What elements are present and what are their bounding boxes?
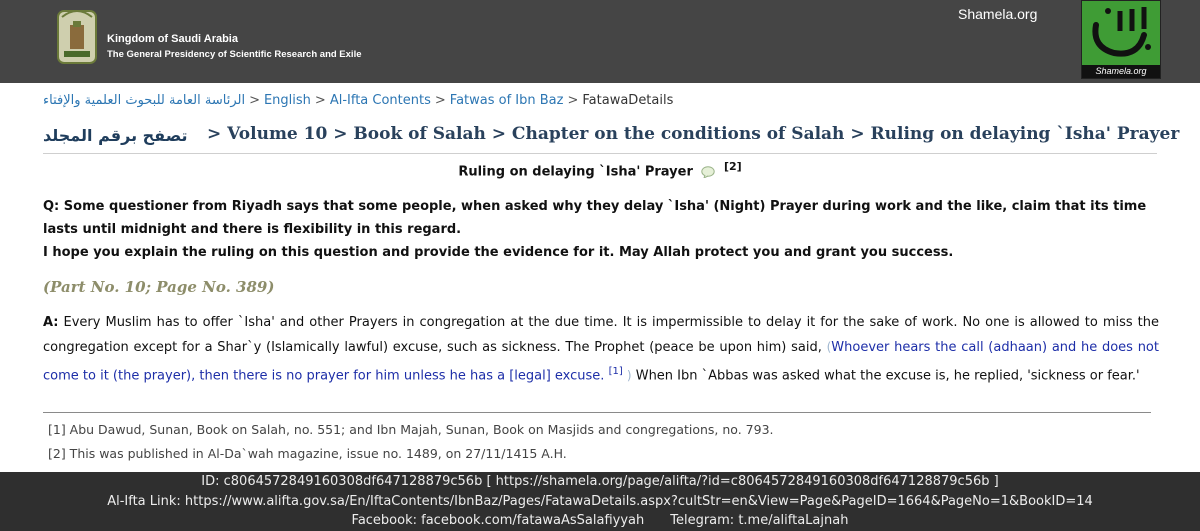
fatwa-title [0, 160, 1200, 179]
answer-label: A: [43, 315, 59, 330]
breadcrumb-alifta-contents[interactable]: Al-Ifta Contents [329, 93, 431, 108]
breadcrumb-separator: > [249, 93, 260, 108]
hadith-close-bracket: ) [626, 368, 632, 383]
hadith-footnote-ref[interactable]: [1] [608, 366, 623, 377]
page-reference: (Part No. 10; Page No. 389) [43, 278, 275, 296]
org-title-line1: Kingdom of Saudi Arabia [107, 33, 238, 45]
footer-telegram-link[interactable]: Telegram: t.me/aliftaLajnah [670, 513, 849, 528]
fatwa-title-text: Ruling on delaying `Isha' Prayer [458, 164, 693, 180]
shamela-logo[interactable] [1081, 0, 1161, 79]
speech-bubble-icon[interactable] [701, 166, 715, 178]
breadcrumb-current: FatawaDetails [582, 93, 674, 108]
breadcrumb-separator: > [314, 93, 326, 108]
question-paragraph-1: Q: Some questioner from Riyadh says that some people, when asked why they delay `Isha' (Night) Prayer during work and the like, claim that its time lasts until midnight and there is flexibility in this regard. [43, 199, 1147, 237]
footnotes [48, 418, 774, 466]
answer [43, 311, 1159, 388]
browse-by-volume-link[interactable]: تصفح برقم المجلد [43, 126, 188, 145]
volume-path: > Volume 10 > Book of Salah > Chapter on the conditions of Salah > Ruling on delaying `Isha' Prayer [207, 124, 1180, 144]
breadcrumb-separator: > [434, 93, 446, 108]
footer-id-line[interactable]: ID: c8064572849160308df647128879c56b [ https://shamela.org/page/alifta/?id=c8064572849160308df647128879c56b ] [201, 474, 999, 489]
title-footnote-ref[interactable]: [2] [723, 160, 742, 173]
answer-end-text: When Ibn `Abbas was asked what the excuse is, he replied, 'sickness or fear.' [631, 368, 1140, 384]
org-title [107, 31, 362, 63]
org-title-line2: The General Presidency of Scientific Research and Exile [107, 49, 362, 60]
site-header [0, 0, 1200, 83]
volume-navigation [43, 124, 1180, 154]
question [43, 195, 1159, 264]
shamela-logo-caption: Shamela.org [1082, 65, 1160, 78]
footer-alifta-link[interactable]: Al-Ifta Link: https://www.alifta.gov.sa/En/IftaContents/IbnBaz/Pages/FatawaDetails.aspx?cultStr=en&View=Page&PageID=1664&PageNo=1&BookID=14 [107, 493, 1093, 509]
site-footer [0, 472, 1200, 531]
breadcrumb-presidency-ar[interactable]: الرئاسة العامة للبحوث العلمية والإفتاء [43, 93, 246, 108]
hadith-text: Whoever hears the call (adhaan) and he does not come to it (the prayer), then there is no prayer for him unless he has a [legal] excuse. [43, 340, 1159, 384]
hadith-open-bracket: ( [826, 340, 832, 354]
shamela-logo-icon [1082, 1, 1160, 65]
breadcrumb-fatwas-ibn-baz[interactable]: Fatwas of Ibn Baz [449, 93, 564, 108]
presidency-logo-icon[interactable] [52, 3, 102, 69]
footnotes-divider [43, 412, 1151, 413]
shamela-link[interactable]: Shamela.org [958, 6, 1038, 22]
answer-text: Every Muslim has to offer `Isha' and other Prayers in congregation at the due time. It is impermissible to delay it for the sake of work. No one is allowed to miss the congregation except for a Shar`y (Islamically lawful) excuse, such as sickness. The Prophet (peace be upon him) said, [43, 315, 1159, 355]
breadcrumb [43, 93, 673, 108]
footer-social-links [0, 511, 1200, 531]
footer-facebook-link[interactable]: Facebook: facebook.com/fatawaAsSalafiyyah [351, 513, 645, 528]
breadcrumb-english[interactable]: English [263, 93, 311, 108]
footnote-1: [1] Abu Dawud, Sunan, Book on Salah, no. 551; and Ibn Majah, Sunan, Book on Masjids and congregations, no. 793. [48, 422, 774, 437]
question-paragraph-2: I hope you explain the ruling on this question and provide the evidence for it. May Allah protect you and grant you success. [43, 245, 954, 260]
breadcrumb-separator: > [567, 93, 579, 108]
footnote-2: [2] This was published in Al-Da`wah magazine, issue no. 1489, on 27/11/1415 A.H. [48, 446, 567, 461]
